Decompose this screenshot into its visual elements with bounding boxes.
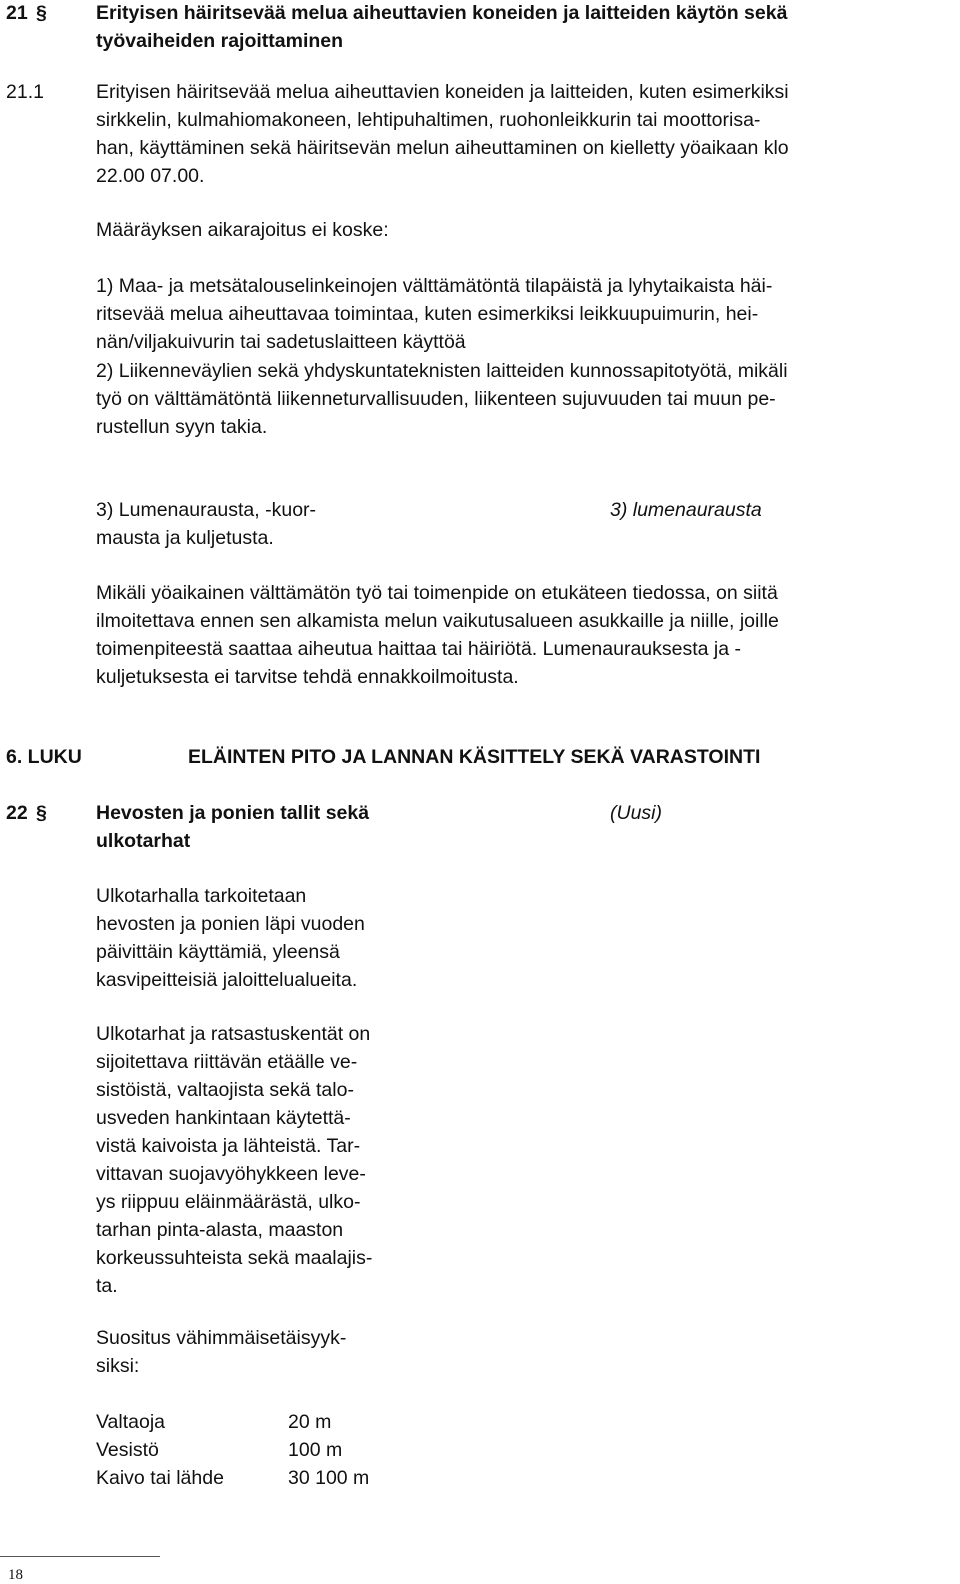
text-line: sijoitettava riittävän etäälle ve- [96, 1051, 358, 1073]
text-line: toimenpiteestä saattaa aiheutua haittaa tai häiriötä. Lumenaurauksesta ja - [96, 638, 741, 660]
text-line: ys riippuu eläinmäärästä, ulko- [96, 1191, 361, 1213]
recommendation-intro [96, 1324, 346, 1380]
text-line: sirkkelin, kulmahiomakoneen, lehtipuhaltimen, ruohonleikkurin tai moottorisa- [96, 109, 761, 131]
notice-paragraph [96, 579, 779, 691]
distance-value: 20 m [288, 1411, 332, 1433]
exception-item-3-annotation: 3) lumenaurausta [610, 499, 762, 521]
table-row [96, 1436, 369, 1464]
text-line: tarhan pinta-alasta, maaston [96, 1219, 344, 1241]
section-title-line: Hevosten ja ponien tallit sekä [96, 802, 370, 824]
section-21-heading [6, 0, 956, 55]
text-line: 22.00 07.00. [96, 165, 205, 187]
distance-value: 100 m [288, 1439, 343, 1461]
text-line: ta. [96, 1275, 118, 1297]
text-line: usveden hankintaan käytettä- [96, 1107, 351, 1129]
text-line: han, käyttäminen sekä häiritsevän melun aiheuttaminen on kielletty yöaikaan klo [96, 137, 789, 159]
text-line: Mikäli yöaikainen välttämätön työ tai toimenpide on etukäteen tiedossa, on siitä [96, 582, 778, 604]
text-line: päivittäin käyttämiä, yleensä [96, 941, 340, 963]
section-mark: § [36, 802, 47, 824]
text-line: kasvipeitteisiä jaloittelualueita. [96, 969, 358, 991]
text-line: 3) Lumenaurausta, -kuor- [96, 499, 317, 521]
text-line: nän/viljakuivurin tai sadetuslaitteen käyttöä [96, 331, 466, 353]
text-line: korkeussuhteista sekä maalajis- [96, 1247, 373, 1269]
distance-value: 30 100 m [288, 1467, 370, 1489]
text-line: Erityisen häiritsevää melua aiheuttavien koneiden ja laitteiden, kuten esimerkiksi [96, 81, 789, 103]
exception-item-3 [96, 496, 316, 552]
section-status: (Uusi) [610, 802, 662, 824]
page-number: 18 [8, 1567, 23, 1583]
text-line: työ on välttämätöntä liikenneturvallisuuden, liikenteen sujuvuuden tai muun pe- [96, 388, 776, 410]
text-line: rustellun syyn takia. [96, 416, 268, 438]
distance-table [96, 1408, 369, 1492]
paragraph-22-1 [96, 882, 365, 994]
section-22-heading [6, 799, 956, 855]
section-number: 22 [6, 802, 28, 824]
chapter-title: ELÄINTEN PITO JA LANNAN KÄSITTELY SEKÄ VARASTOINTI [188, 746, 761, 768]
text-line: Ulkotarhat ja ratsastuskentät on [96, 1023, 371, 1045]
footer-divider [0, 1556, 160, 1557]
section-title-line: Erityisen häiritsevää melua aiheuttavien koneiden ja laitteiden käytön sekä [96, 2, 788, 24]
exception-intro: Määräyksen aikarajoitus ei koske: [96, 219, 389, 241]
section-mark: § [36, 2, 47, 24]
chapter-label: 6. LUKU [6, 746, 82, 768]
text-line: 1) Maa- ja metsätalouselinkeinojen välttämätöntä tilapäistä ja lyhytaikaista häi- [96, 275, 773, 297]
exception-item-2 [96, 357, 788, 441]
distance-place: Kaivo tai lähde [96, 1467, 224, 1489]
text-line: hevosten ja ponien läpi vuoden [96, 913, 365, 935]
table-row [96, 1408, 369, 1436]
subsection-number: 21.1 [6, 81, 44, 103]
text-line: vistä kaivoista ja lähteistä. Tar- [96, 1135, 361, 1157]
text-line: kuljetuksesta ei tarvitse tehdä ennakkoilmoitusta. [96, 666, 519, 688]
text-line: vittavan suojavyöhykkeen leve- [96, 1163, 366, 1185]
paragraph-21-1 [96, 78, 956, 190]
text-line: Ulkotarhalla tarkoitetaan [96, 885, 307, 907]
text-line: 2) Liikenneväylien sekä yhdyskuntateknisten laitteiden kunnossapitotyötä, mikäli [96, 360, 788, 382]
text-line: ritsevää melua aiheuttavaa toimintaa, kuten esimerkiksi leikkuupuimurin, hei- [96, 303, 759, 325]
section-title-line: työvaiheiden rajoittaminen [96, 30, 344, 52]
paragraph-22-2 [96, 1020, 372, 1300]
distance-place: Vesistö [96, 1439, 159, 1461]
exception-item-1 [96, 272, 772, 356]
table-row [96, 1464, 369, 1492]
section-title-line: ulkotarhat [96, 830, 191, 852]
distance-place: Valtaoja [96, 1411, 166, 1433]
text-line: Suositus vähimmäisetäisyyk- [96, 1327, 347, 1349]
section-number: 21 [6, 2, 28, 24]
text-line: sistöistä, valtaojista sekä talo- [96, 1079, 354, 1101]
text-line: ilmoitettava ennen sen alkamista melun vaikutusalueen asukkaille ja niille, joille [96, 610, 779, 632]
text-line: mausta ja kuljetusta. [96, 527, 274, 549]
text-line: siksi: [96, 1355, 140, 1377]
